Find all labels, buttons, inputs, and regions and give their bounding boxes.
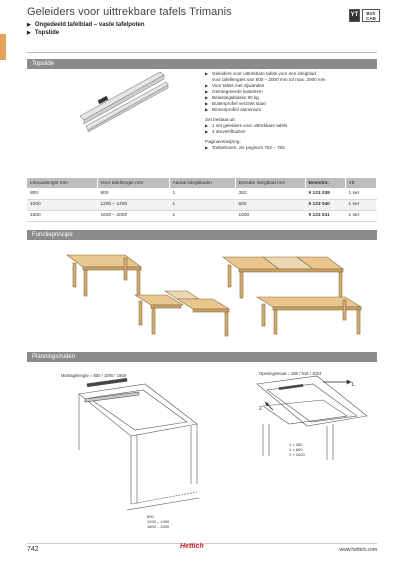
yt-badge: YT xyxy=(349,9,360,22)
rail-detail-top xyxy=(87,378,127,387)
set-label: Set bestaat uit: xyxy=(205,117,236,122)
triangle-icon: ▶ xyxy=(27,22,31,28)
badge-group xyxy=(349,9,380,22)
feature-item: ▶ Buitenprofiel verzinkt staal xyxy=(205,101,266,106)
rail-detail-left xyxy=(85,392,139,402)
table-row: 800 800 1 350 9 133 039 1 set xyxy=(27,188,377,199)
insert-value: 1 × 350 xyxy=(289,442,303,447)
planning-dimensions-drawing xyxy=(27,364,377,540)
page-title: Geleiders voor uittrekbare tafels Trimanis xyxy=(27,6,232,18)
table-drawing-left xyxy=(79,384,199,510)
section-planningsmaten: Planningsmaten xyxy=(27,352,377,362)
subtitle-2: ▶ Topslide xyxy=(27,30,60,36)
table-header-row xyxy=(27,178,377,188)
cab-badge: Bnfr CAB xyxy=(362,9,380,22)
table-drawing-right xyxy=(257,376,367,460)
step-1-label: 1. xyxy=(351,382,356,388)
table-opening xyxy=(223,257,343,298)
subtitle-1: ▶ Ongedeeld tafelblad – vaste tafelpoten xyxy=(27,22,145,28)
table-closed xyxy=(67,255,141,296)
table-row: 1000 1200 – 1400 1 600 9 133 040 1 set xyxy=(27,199,377,210)
insert-value: 1 × 1000 xyxy=(289,452,305,457)
spec-table xyxy=(27,178,377,222)
dim-value: 1200 – 1400 xyxy=(147,519,170,524)
set-item: ▶ 4 drevelsfhulzen xyxy=(205,129,246,134)
chapter-tab xyxy=(0,34,6,60)
col-bestelnr: Bestelnr. xyxy=(305,178,345,188)
feature-item: voor tafellengtes van 800 – 2000 mm tot max. 2000 mm xyxy=(212,77,326,82)
feature-item: ▶ Belastingsklasse 90 kg xyxy=(205,95,259,100)
dim-value: 1600 – 2000 xyxy=(147,524,170,529)
feature-item: ▶ Voor tafels met zijwanden xyxy=(205,83,265,88)
set-item: ▶ 1 set geleiders voor uittrekbare tafels xyxy=(205,123,288,128)
insert-value: 1 × 600 xyxy=(289,447,303,452)
page-number: 742 xyxy=(27,546,39,553)
col-ve: VE xyxy=(345,178,377,188)
feature-list xyxy=(205,71,377,151)
dim-value: 800 xyxy=(147,514,154,519)
reference-label: Paginaverwijzing: xyxy=(205,139,241,144)
col-inbouwlengte: Inbouwlengte mm xyxy=(27,178,97,188)
header-divider xyxy=(27,52,377,53)
rail-detail-right xyxy=(279,384,303,389)
slide-rail-upper-side xyxy=(84,75,164,124)
function-principle-illustration xyxy=(27,243,377,343)
feature-item: ▶ Geleiders voor uittrekbare tafels voor een inlegblad xyxy=(205,71,316,76)
reference-item: ▶ Toebehoren, zie pagina's 752 – 755 xyxy=(205,145,285,150)
step-2-label: 2. xyxy=(259,406,264,412)
montage-label: Montagelengte = 800 / 1000 / 1500 xyxy=(61,373,127,378)
section-functieprincipe: Functieprincipe xyxy=(27,230,377,240)
website-url: www.hettich.com xyxy=(339,547,377,553)
feature-item: ▶ Geïntegreerde kastelrem xyxy=(205,89,263,94)
brand-logo: Hettich xyxy=(180,543,204,550)
slide-product-image xyxy=(78,70,170,132)
table-extended xyxy=(257,297,361,334)
page-header xyxy=(27,6,377,36)
col-tafellengte: Voor tafellengte mm xyxy=(97,178,169,188)
table-row: 1500 1600 – 2000 1 1000 9 133 041 1 set xyxy=(27,210,377,221)
col-breedte: Breedte inlegblad mm xyxy=(235,178,305,188)
feature-item: ▶ Binnenprofiel aluminium xyxy=(205,107,262,112)
section-topslide: Topslide xyxy=(27,59,377,69)
col-inlegbladen: Aantal inlegbladen xyxy=(169,178,235,188)
opening-label: Openingsmaat = 286 / 616 / 1024 xyxy=(259,371,322,376)
table-insert xyxy=(135,291,229,336)
triangle-icon: ▶ xyxy=(27,30,31,36)
